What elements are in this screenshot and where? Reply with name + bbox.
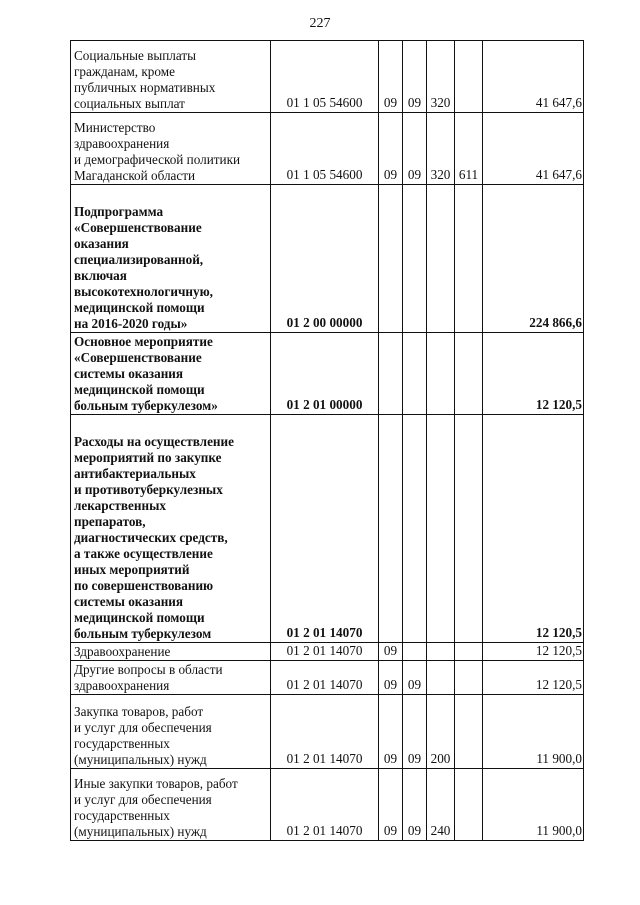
row-recipient: 611 bbox=[455, 113, 483, 185]
row-expense-type: 320 bbox=[427, 41, 455, 113]
row-subsection: 09 bbox=[403, 695, 427, 769]
row-section bbox=[379, 333, 403, 415]
row-name bbox=[71, 41, 271, 113]
row-name-line: публичных нормативных bbox=[74, 80, 216, 95]
row-name-line: «Совершенствование bbox=[74, 350, 202, 365]
row-subsection bbox=[403, 415, 427, 643]
row-amount: 12 120,5 bbox=[483, 415, 584, 643]
row-name-line: государственных bbox=[74, 808, 170, 823]
row-subsection: 09 bbox=[403, 41, 427, 113]
row-recipient bbox=[455, 643, 483, 661]
budget-table bbox=[70, 40, 584, 841]
row-name-line: (муниципальных) нужд bbox=[74, 752, 207, 767]
row-code: 01 2 01 14070 bbox=[271, 695, 379, 769]
row-section: 09 bbox=[379, 643, 403, 661]
table-row bbox=[71, 113, 584, 185]
row-name-line: медицинской помощи bbox=[74, 382, 205, 397]
page-number: 227 bbox=[309, 16, 331, 31]
row-name-line: высокотехнологичную, bbox=[74, 284, 213, 299]
row-name-line: здравоохранения bbox=[74, 678, 170, 693]
row-name-line: по совершенствованию bbox=[74, 578, 214, 593]
row-name-line: мероприятий по закупке bbox=[74, 450, 222, 465]
row-name bbox=[71, 695, 271, 769]
row-recipient bbox=[455, 185, 483, 333]
row-name-line: а также осуществление bbox=[74, 546, 213, 561]
row-section bbox=[379, 185, 403, 333]
row-section: 09 bbox=[379, 41, 403, 113]
row-name-line: государственных bbox=[74, 736, 170, 751]
row-section bbox=[379, 415, 403, 643]
row-name-line: больным туберкулезом bbox=[74, 626, 212, 641]
row-recipient bbox=[455, 661, 483, 695]
table-body bbox=[71, 41, 584, 841]
row-name-line: (муниципальных) нужд bbox=[74, 824, 207, 839]
row-name-line: Министерство bbox=[74, 120, 156, 135]
table-row bbox=[71, 661, 584, 695]
table-row bbox=[71, 185, 584, 333]
row-name-line: и демографической политики bbox=[74, 152, 241, 167]
row-name-line: Социальные выплаты bbox=[74, 48, 196, 63]
row-code: 01 1 05 54600 bbox=[271, 113, 379, 185]
row-name-line: медицинской помощи bbox=[74, 610, 205, 625]
row-name-line: антибактериальных bbox=[74, 466, 196, 481]
row-name-line: Закупка товаров, работ bbox=[74, 704, 204, 719]
table-row bbox=[71, 695, 584, 769]
row-subsection: 09 bbox=[403, 661, 427, 695]
row-name-line: оказания bbox=[74, 236, 129, 251]
row-amount: 12 120,5 bbox=[483, 661, 584, 695]
row-section: 09 bbox=[379, 695, 403, 769]
row-code: 01 2 01 14070 bbox=[271, 769, 379, 841]
row-amount: 41 647,6 bbox=[483, 41, 584, 113]
row-name-line: и услуг для обеспечения bbox=[74, 792, 212, 807]
table-row bbox=[71, 41, 584, 113]
row-code: 01 2 00 00000 bbox=[271, 185, 379, 333]
row-recipient bbox=[455, 333, 483, 415]
row-name bbox=[71, 333, 271, 415]
row-name-line: системы оказания bbox=[74, 594, 184, 609]
row-name-line: «Совершенствование bbox=[74, 220, 202, 235]
row-code: 01 2 01 14070 bbox=[271, 661, 379, 695]
row-subsection: 09 bbox=[403, 113, 427, 185]
row-expense-type bbox=[427, 185, 455, 333]
row-name-line: Магаданской области bbox=[74, 168, 196, 183]
row-name bbox=[71, 643, 271, 661]
row-expense-type bbox=[427, 643, 455, 661]
row-name-line: Иные закупки товаров, работ bbox=[74, 776, 238, 791]
row-name-line: иных мероприятий bbox=[74, 562, 190, 577]
row-code: 01 1 05 54600 bbox=[271, 41, 379, 113]
row-expense-type bbox=[427, 333, 455, 415]
row-name-line: препаратов, bbox=[74, 514, 146, 529]
row-recipient bbox=[455, 769, 483, 841]
row-name-line: больным туберкулезом» bbox=[74, 398, 218, 413]
row-subsection bbox=[403, 643, 427, 661]
row-name-line: Основное мероприятие bbox=[74, 334, 213, 349]
row-name bbox=[71, 113, 271, 185]
row-name-line: Другие вопросы в области bbox=[74, 662, 223, 677]
row-section: 09 bbox=[379, 113, 403, 185]
row-subsection bbox=[403, 333, 427, 415]
row-amount: 41 647,6 bbox=[483, 113, 584, 185]
row-code: 01 2 01 14070 bbox=[271, 415, 379, 643]
row-name-line: и услуг для обеспечения bbox=[74, 720, 212, 735]
row-name-line: и противотуберкулезных bbox=[74, 482, 223, 497]
row-name-line: диагностических средств, bbox=[74, 530, 228, 545]
row-name-line: специализированной, bbox=[74, 252, 204, 267]
row-name-line: медицинской помощи bbox=[74, 300, 205, 315]
row-name-line: системы оказания bbox=[74, 366, 184, 381]
table-row bbox=[71, 769, 584, 841]
row-section: 09 bbox=[379, 661, 403, 695]
row-name-line: здравоохранения bbox=[74, 136, 170, 151]
row-amount: 224 866,6 bbox=[483, 185, 584, 333]
row-name-line: лекарственных bbox=[74, 498, 166, 513]
row-name-line: социальных выплат bbox=[74, 96, 185, 111]
row-recipient bbox=[455, 695, 483, 769]
row-amount: 12 120,5 bbox=[483, 333, 584, 415]
row-name bbox=[71, 769, 271, 841]
row-name-line: гражданам, кроме bbox=[74, 64, 175, 79]
row-name bbox=[71, 415, 271, 643]
row-name-line: включая bbox=[74, 268, 127, 283]
row-amount: 12 120,5 bbox=[483, 643, 584, 661]
row-code: 01 2 01 14070 bbox=[271, 643, 379, 661]
row-recipient bbox=[455, 41, 483, 113]
row-expense-type: 200 bbox=[427, 695, 455, 769]
row-amount: 11 900,0 bbox=[483, 695, 584, 769]
row-subsection: 09 bbox=[403, 769, 427, 841]
row-amount: 11 900,0 bbox=[483, 769, 584, 841]
table-row bbox=[71, 333, 584, 415]
row-section: 09 bbox=[379, 769, 403, 841]
row-code: 01 2 01 00000 bbox=[271, 333, 379, 415]
row-expense-type: 240 bbox=[427, 769, 455, 841]
row-expense-type bbox=[427, 415, 455, 643]
row-expense-type bbox=[427, 661, 455, 695]
row-name-line: Подпрограмма bbox=[74, 204, 164, 219]
row-recipient bbox=[455, 415, 483, 643]
row-subsection bbox=[403, 185, 427, 333]
row-expense-type: 320 bbox=[427, 113, 455, 185]
table-row bbox=[71, 643, 584, 661]
row-name-line: Расходы на осуществление bbox=[74, 434, 234, 449]
row-name bbox=[71, 661, 271, 695]
table-row bbox=[71, 415, 584, 643]
row-name-line: на 2016-2020 годы» bbox=[74, 316, 188, 331]
row-name-line: Здравоохранение bbox=[74, 644, 171, 659]
row-name bbox=[71, 185, 271, 333]
